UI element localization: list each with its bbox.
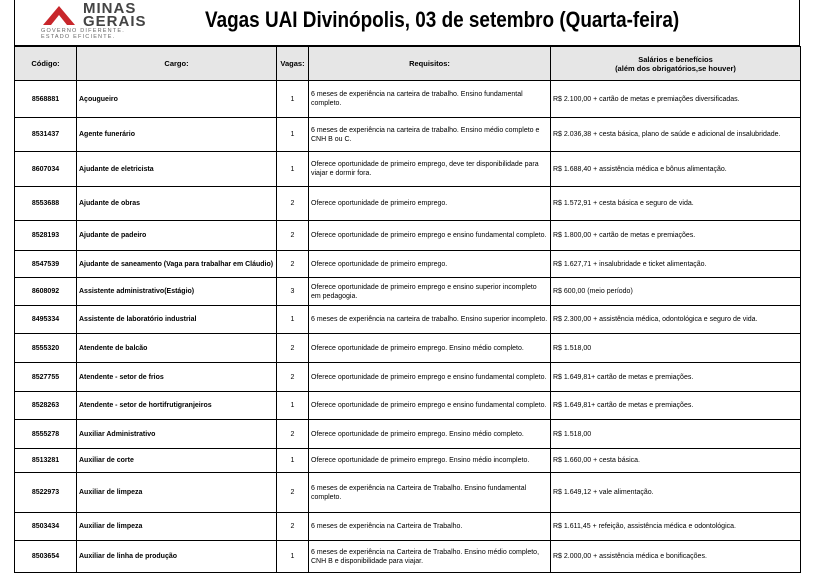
job-openings: 2 bbox=[277, 420, 309, 449]
job-salary: R$ 2.036,38 + cesta básica, plano de saúde e adicional de insalubridade. bbox=[551, 118, 801, 152]
job-requirements: Oferece oportunidade de primeiro emprego. Ensino médio completo. bbox=[309, 420, 551, 449]
job-requirements: Oferece oportunidade de primeiro emprego. bbox=[309, 251, 551, 278]
table-row bbox=[15, 118, 801, 152]
job-requirements: Oferece oportunidade de primeiro emprego, deve ter disponibilidade para viajar e dormir fora. bbox=[309, 152, 551, 187]
job-title: Ajudante de obras bbox=[77, 187, 277, 221]
job-title: Ajudante de saneamento (Vaga para trabalhar em Cláudio) bbox=[77, 251, 277, 278]
job-requirements: Oferece oportunidade de primeiro emprego e ensino fundamental completo. bbox=[309, 221, 551, 251]
job-salary: R$ 1.649,81+ cartão de metas e premiações. bbox=[551, 392, 801, 420]
job-openings: 2 bbox=[277, 363, 309, 392]
job-openings: 2 bbox=[277, 334, 309, 363]
job-openings: 1 bbox=[277, 306, 309, 334]
job-openings: 2 bbox=[277, 187, 309, 221]
column-header-vagas: Vagas: bbox=[277, 47, 309, 81]
column-header-codigo: Código: bbox=[15, 47, 77, 81]
job-code: 8528193 bbox=[15, 221, 77, 251]
page-title: Vagas UAI Divinópolis, 03 de setembro (Quarta-feira) bbox=[205, 7, 680, 32]
job-code: 8555278 bbox=[15, 420, 77, 449]
job-requirements: Oferece oportunidade de primeiro emprego. Ensino médio incompleto. bbox=[309, 449, 551, 473]
table-row bbox=[15, 449, 801, 473]
header-banner bbox=[14, 0, 800, 46]
job-code: 8513281 bbox=[15, 449, 77, 473]
job-code: 8553688 bbox=[15, 187, 77, 221]
table-row bbox=[15, 152, 801, 187]
table-row bbox=[15, 392, 801, 420]
job-requirements: 6 meses de experiência na Carteira de Trabalho. bbox=[309, 513, 551, 541]
column-header-cargo: Cargo: bbox=[77, 47, 277, 81]
job-openings: 1 bbox=[277, 392, 309, 420]
job-listings-table bbox=[14, 46, 801, 573]
job-requirements: Oferece oportunidade de primeiro emprego e ensino fundamental completo. bbox=[309, 363, 551, 392]
job-code: 8527755 bbox=[15, 363, 77, 392]
job-openings: 2 bbox=[277, 513, 309, 541]
job-requirements: Oferece oportunidade de primeiro emprego. Ensino médio completo. bbox=[309, 334, 551, 363]
job-salary: R$ 1.688,40 + assistência médica e bônus alimentação. bbox=[551, 152, 801, 187]
job-title: Atendente - setor de hortifrutigranjeiros bbox=[77, 392, 277, 420]
job-requirements: 6 meses de experiência na carteira de trabalho. Ensino superior incompleto. bbox=[309, 306, 551, 334]
job-requirements: Oferece oportunidade de primeiro emprego. bbox=[309, 187, 551, 221]
table-row bbox=[15, 513, 801, 541]
job-code: 8547539 bbox=[15, 251, 77, 278]
job-salary: R$ 1.518,00 bbox=[551, 334, 801, 363]
column-header-salarios bbox=[551, 47, 801, 81]
table-row bbox=[15, 306, 801, 334]
job-requirements: 6 meses de experiência na Carteira de Trabalho. Ensino médio completo, CNH B e disponibilidade para viajar. bbox=[309, 541, 551, 573]
job-requirements: Oferece oportunidade de primeiro emprego e ensino fundamental completo. bbox=[309, 392, 551, 420]
job-openings: 3 bbox=[277, 278, 309, 306]
job-title: Auxiliar de limpeza bbox=[77, 473, 277, 513]
table-row bbox=[15, 81, 801, 118]
job-code: 8568881 bbox=[15, 81, 77, 118]
job-title: Auxiliar Administrativo bbox=[77, 420, 277, 449]
table-header-row bbox=[15, 47, 801, 81]
job-title: Ajudante de eletricista bbox=[77, 152, 277, 187]
job-openings: 1 bbox=[277, 449, 309, 473]
job-title: Assistente de laboratório industrial bbox=[77, 306, 277, 334]
job-code: 8607034 bbox=[15, 152, 77, 187]
job-title: Atendente de balcão bbox=[77, 334, 277, 363]
job-salary: R$ 1.518,00 bbox=[551, 420, 801, 449]
job-title: Açougueiro bbox=[77, 81, 277, 118]
job-code: 8555320 bbox=[15, 334, 77, 363]
job-code: 8528263 bbox=[15, 392, 77, 420]
job-requirements: 6 meses de experiência na Carteira de Trabalho. Ensino fundamental completo. bbox=[309, 473, 551, 513]
job-salary: R$ 1.649,81+ cartão de metas e premiações. bbox=[551, 363, 801, 392]
job-salary: R$ 2.100,00 + cartão de metas e premiações diversificadas. bbox=[551, 81, 801, 118]
job-requirements: Oferece oportunidade de primeiro emprego e ensino superior incompleto em pedagogia. bbox=[309, 278, 551, 306]
job-salary: R$ 2.000,00 + assistência médica e bonificações. bbox=[551, 541, 801, 573]
job-salary: R$ 1.627,71 + insalubridade e ticket alimentação. bbox=[551, 251, 801, 278]
job-salary: R$ 1.649,12 + vale alimentação. bbox=[551, 473, 801, 513]
job-code: 8522973 bbox=[15, 473, 77, 513]
job-requirements: 6 meses de experiência na carteira de trabalho. Ensino médio completo e CNH B ou C. bbox=[309, 118, 551, 152]
job-title: Auxiliar de corte bbox=[77, 449, 277, 473]
logo-tagline-line1: GOVERNO DIFERENTE. bbox=[41, 28, 125, 34]
job-openings: 1 bbox=[277, 152, 309, 187]
logo-name-line1: MINAS bbox=[83, 0, 137, 17]
salarios-header-line2: (além dos obrigatórios,se houver) bbox=[615, 63, 736, 73]
job-salary: R$ 1.660,00 + cesta básica. bbox=[551, 449, 801, 473]
job-code: 8531437 bbox=[15, 118, 77, 152]
job-code: 8503654 bbox=[15, 541, 77, 573]
job-salary: R$ 1.611,45 + refeição, assistência médica e odontológica. bbox=[551, 513, 801, 541]
table-row bbox=[15, 251, 801, 278]
table-row bbox=[15, 278, 801, 306]
job-title: Atendente - setor de frios bbox=[77, 363, 277, 392]
logo-name-line2: GERAIS bbox=[83, 13, 147, 30]
job-title: Auxiliar de linha de produção bbox=[77, 541, 277, 573]
column-header-requisitos: Requisitos: bbox=[309, 47, 551, 81]
job-code: 8495334 bbox=[15, 306, 77, 334]
job-title: Ajudante de padeiro bbox=[77, 221, 277, 251]
table-row bbox=[15, 334, 801, 363]
table-row bbox=[15, 187, 801, 221]
job-requirements: 6 meses de experiência na carteira de trabalho. Ensino fundamental completo. bbox=[309, 81, 551, 118]
job-openings: 1 bbox=[277, 541, 309, 573]
job-code: 8503434 bbox=[15, 513, 77, 541]
table-row bbox=[15, 363, 801, 392]
job-openings: 1 bbox=[277, 81, 309, 118]
triangle-logo-icon bbox=[41, 4, 77, 26]
job-title: Agente funerário bbox=[77, 118, 277, 152]
job-salary: R$ 1.800,00 + cartão de metas e premiações. bbox=[551, 221, 801, 251]
logo-tagline-line2: ESTADO EFICIENTE. bbox=[41, 34, 116, 40]
job-salary: R$ 1.572,91 + cesta básica e seguro de vida. bbox=[551, 187, 801, 221]
table-row bbox=[15, 221, 801, 251]
job-openings: 2 bbox=[277, 251, 309, 278]
table-row bbox=[15, 473, 801, 513]
salarios-header-line1: Salários e benefícios bbox=[638, 54, 713, 64]
document-page bbox=[14, 0, 800, 580]
table-row bbox=[15, 541, 801, 573]
job-openings: 2 bbox=[277, 221, 309, 251]
job-salary: R$ 2.300,00 + assistência médica, odontológica e seguro de vida. bbox=[551, 306, 801, 334]
job-title: Assistente administrativo(Estágio) bbox=[77, 278, 277, 306]
table-body bbox=[15, 81, 801, 573]
job-openings: 2 bbox=[277, 473, 309, 513]
job-salary: R$ 600,00 (meio período) bbox=[551, 278, 801, 306]
table-row bbox=[15, 420, 801, 449]
job-code: 8608092 bbox=[15, 278, 77, 306]
job-title: Auxiliar de limpeza bbox=[77, 513, 277, 541]
minas-gerais-logo bbox=[41, 2, 191, 42]
job-openings: 1 bbox=[277, 118, 309, 152]
